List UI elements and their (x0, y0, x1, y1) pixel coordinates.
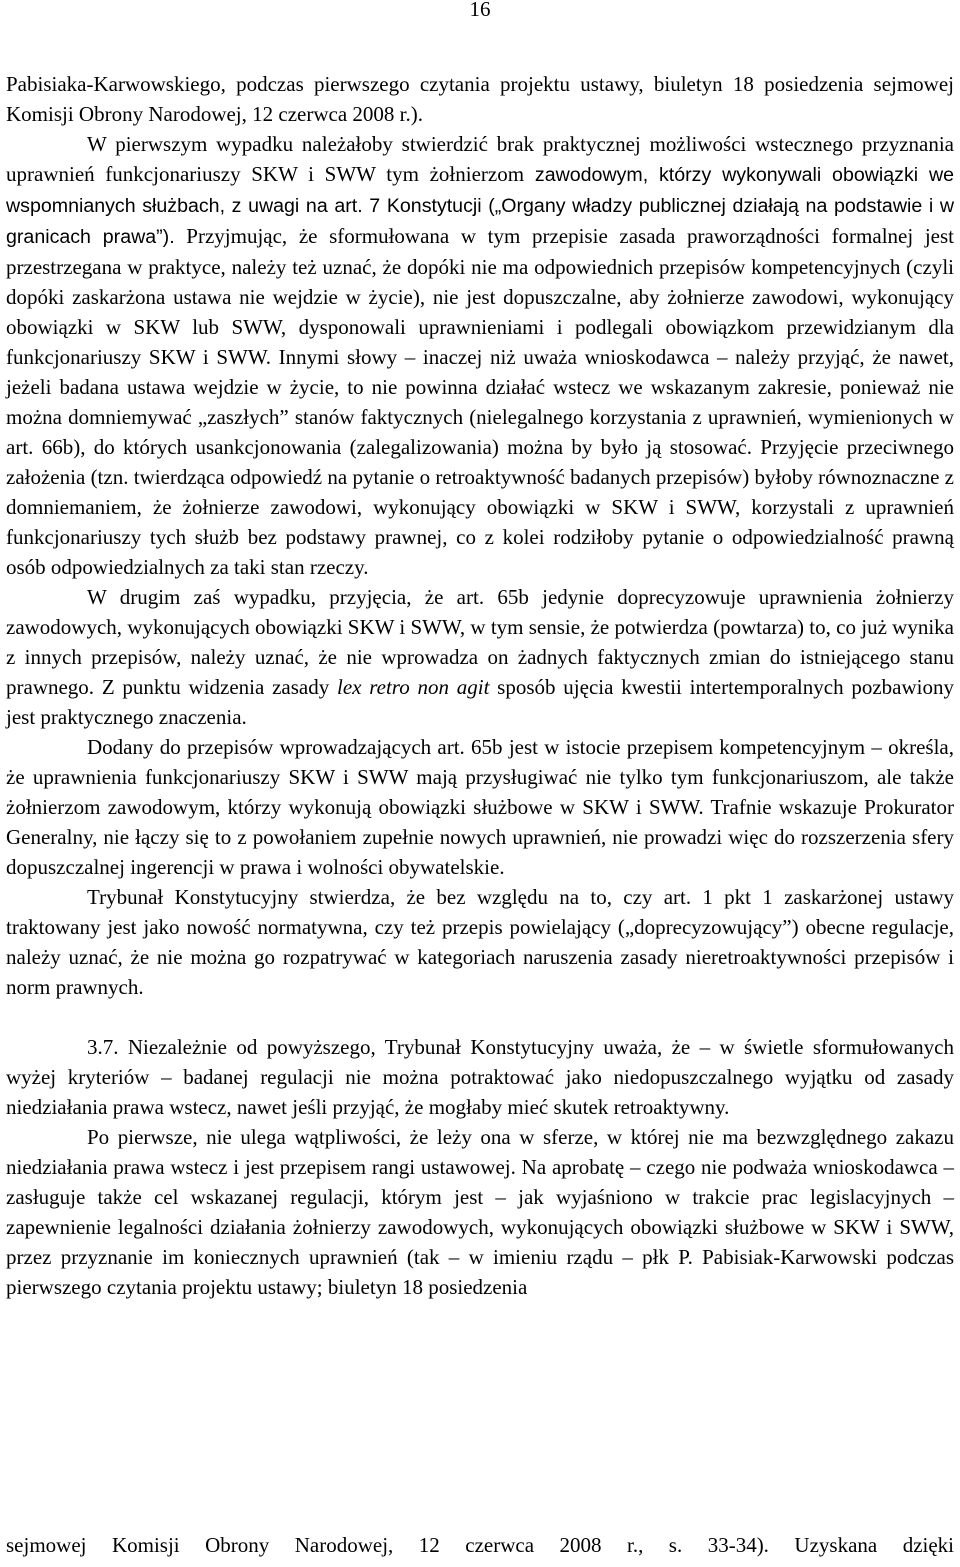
paragraph-first-case-rest: Przyjmując, że sformułowana w tym przepisie zasada praworządności formalnej jest przestrzegana w praktyce, należy też uznać, że dopóki nie ma odpowiednich przepisów kompetencyjnych (czyli dopóki zaskarżona ustawa nie wejdzie w życie), nie jest dopuszczalne, aby żołnierze zawodowi, wykonujący obowiązki w SKW lub SWW, dysponowali uprawnieniami i podlegali obowiązkom przewidzianym dla funkcjonariuszy SKW i SWW. Innymi słowy – inaczej niż uważa wnioskodawca – należy przyjąć, że nawet, jeżeli badana ustawa wejdzie w życie, to nie powinna działać wstecz we wskazanym zakresie, ponieważ nie można domniemywać „zaszłych” stanów faktycznych (nielegalnego korzystania z uprawnień, wymienionych w art. 66b), do których usankcjonowania (zalegalizowania) można by było ją stosować. Przyjęcie przeciwnego założenia (tzn. twierdząca odpowiedź na pytanie o retroaktywność badanych przepisów) byłoby równoznaczne z domniemaniem, że żołnierze zawodowi, wykonujący obowiązki w SKW i SWW, korzystali z uprawnień funkcjonariuszy tych służb bez podstawy prawnej, co z kolei rodziłoby pytanie o odpowiedzialność prawną osób odpowiedzialnych za taki stan rzeczy. (6, 224, 954, 579)
paragraph-first-argument: Po pierwsze, nie ulega wątpliwości, że leży ona w sferze, w której nie ma bezwzględnego zakazu niedziałania prawa wstecz i jest przepisem rangi ustawowej. Na aprobatę – czego nie podważa wnioskodawca – zasługuje także cel wskazanej regulacji, którym jest – jak wyjaśniono w trakcie prac legislacyjnych – zapewnienie legalności działania żołnierzy zawodowych, wykonujących obowiązki służbowe w SKW i SWW, przez przyznanie im koniecznych uprawnień (tak – w imieniu rządu – płk P. Pabisiak-Karwowski podczas pierwszego czytania projektu ustawy; biuletyn 18 posiedzenia (6, 1125, 954, 1299)
cut-off-last-line: sejmowej Komisji Obrony Narodowej, 12 czerwca 2008 r., s. 33-34). Uzyskana dzięki (6, 1533, 954, 1557)
page-number: 16 (469, 0, 491, 21)
paragraph-first-case-lead: W pierwszym wypadku należałoby stwierdzić brak praktycznej możliwości wstecznego przyznania uprawnień funkcjonariuszy SKW i SWW tym żołnierzom (6, 132, 954, 186)
paragraph-first-case-sans-fragment: zawodowym, którzy wykonywali obowiązki we wspomnianych służbach, z uwagi na art. 7 Konstytucji („Organy władzy publicznej działają na podstawie i w granicach prawa”). (6, 164, 954, 248)
latin-maxim: lex retro non agit (337, 675, 490, 699)
paragraph-art-65b: Dodany do przepisów wprowadzających art. 65b jest w istocie przepisem kompetencyjnym – określa, że uprawnienia funkcjonariuszy SKW i SWW mają przysługiwać nie tylko tym funkcjonariuszom, ale także żołnierzom zawodowym, którzy wykonują obowiązki służbowe w SKW i SWW. Trafnie wskazuje Prokurator Generalny, nie łączy się to z powołaniem zupełnie nowych uprawnień, nie prowadzi więc do rozszerzenia sfery dopuszczalnej ingerencji w prawa i wolności obywatelskie. (6, 735, 954, 879)
paragraph-second-case-after: sposób ujęcia kwestii intertemporalnych pozbawiony jest praktycznego znaczenia. (6, 675, 954, 729)
paragraph-tribunal-finding: Trybunał Konstytucyjny stwierdza, że bez względu na to, czy art. 1 pkt 1 zaskarżonej ustawy traktowany jest jako nowość normatywna, czy też przepis powielający („doprecyzowujący”) obecne regulacje, należy uznać, że nie można go rozpatrywać w kategoriach naruszenia zasady nieretroaktywności przepisów i norm prawnych. (6, 885, 954, 999)
paragraph-second-case-before: W drugim zaś wypadku, przyjęcia, że art. 65b jedynie doprecyzowuje uprawnienia żołnierzy zawodowych, wykonujących obowiązki SKW i SWW, w tym sensie, że potwierdza (powtarza) to, co już wynika z innych przepisów, należy uznać, że nie wprowadza on żadnych faktycznych zmian do istniejącego stanu prawnego. Z punktu widzenia zasady (6, 585, 954, 699)
paragraph-second-case (6, 582, 954, 732)
paragraph-first-case (6, 129, 954, 582)
document-body (6, 69, 954, 1302)
paragraph-section-3-7: 3.7. Niezależnie od powyższego, Trybunał Konstytucyjny uważa, że – w świetle sformułowanych wyżej kryteriów – badanej regulacji nie można potraktować jako niedopuszczalnego wyjątku od zasady niedziałania prawa wstecz, nawet jeśli przyjąć, że mogłaby mieć skutek retroaktywny. (6, 1035, 954, 1119)
paragraph-citation-continuation: Pabisiaka-Karwowskiego, podczas pierwszego czytania projektu ustawy, biuletyn 18 posiedzenia sejmowej Komisji Obrony Narodowej, 12 czerwca 2008 r.). (6, 72, 954, 126)
